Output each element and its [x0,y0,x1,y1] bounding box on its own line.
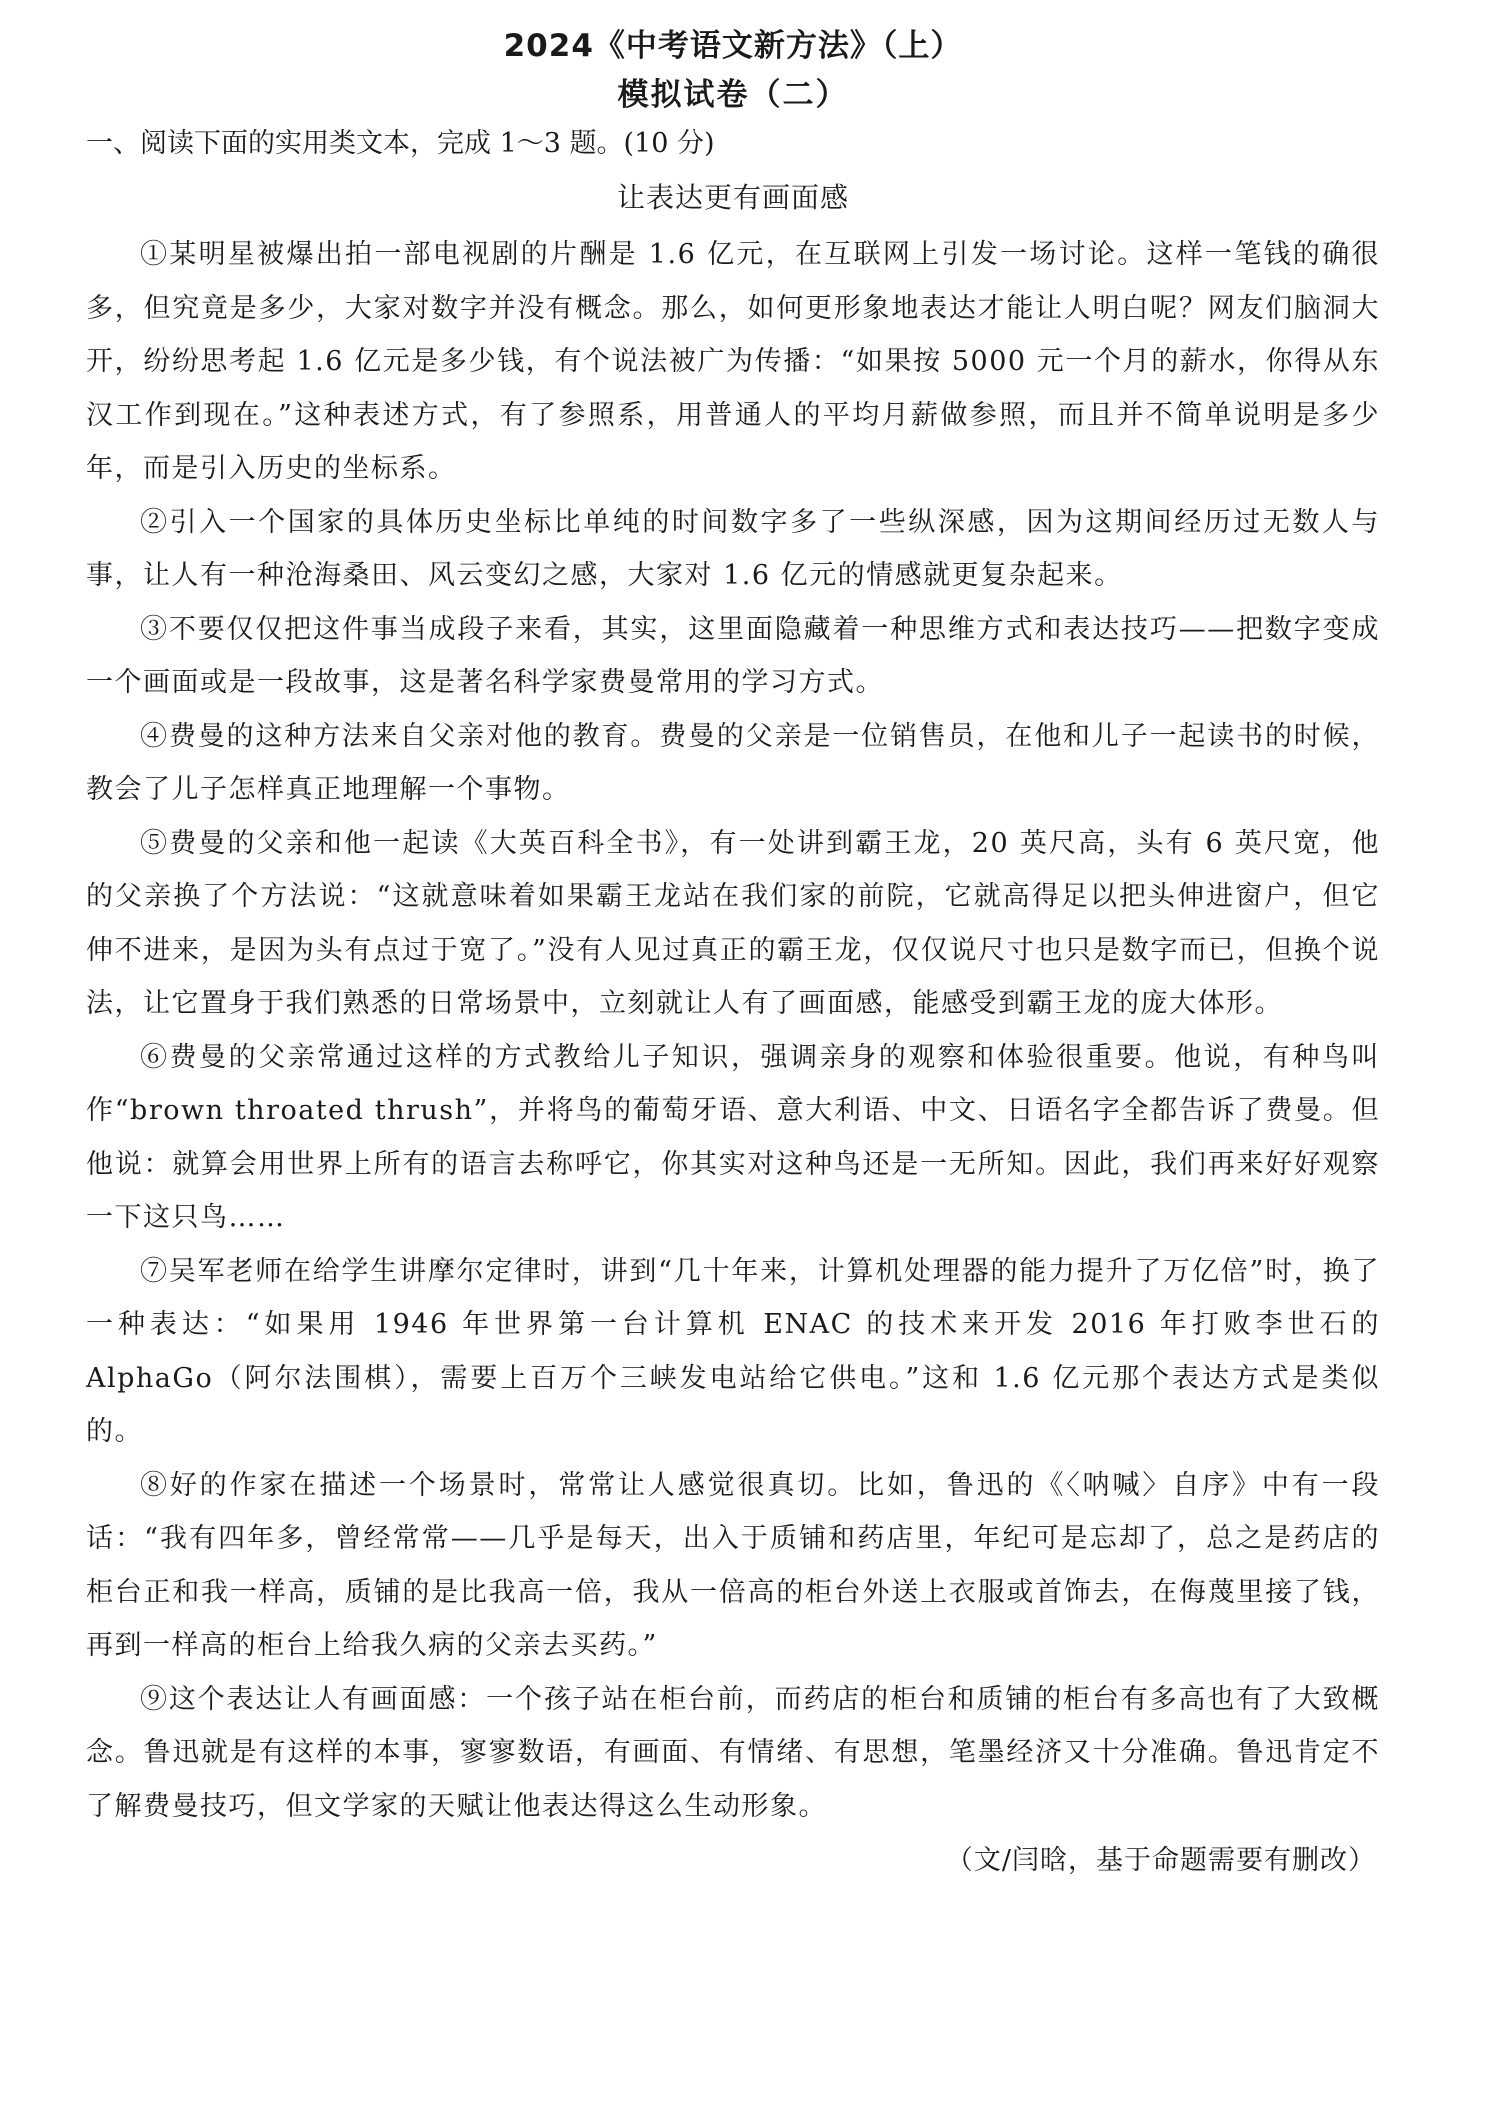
exam-title: 2024《中考语文新方法》（上） [503,28,963,64]
paragraph-4: ④费曼的这种方法来自父亲对他的教育。费曼的父亲是一位销售员，在他和儿子一起读书的时候，教会了儿子怎样真正地理解一个事物。 [86,720,1380,805]
paragraph-8: ⑧好的作家在描述一个场景时，常常让人感觉很真切。比如，鲁迅的《〈呐喊〉自序》中有一段话：“我有四年多，曾经常常——几乎是每天，出入于质铺和药店里，年纪可是忘却了，总之是药店的柜台正和我一样高，质铺的是比我高一倍，我从一倍高的柜台外送上衣服或首饰去，在侮蔑里接了钱，再到一样高的柜台上给我久病的父亲去买药。” [86,1469,1380,1661]
paragraph-2: ②引入一个国家的具体历史坐标比单纯的时间数字多了一些纵深感，因为这期间经历过无数人与事，让人有一种沧海桑田、风云变幻之感，大家对 1.6 亿元的情感就更复杂起来。 [86,506,1380,591]
paragraph-7: ⑦吴军老师在给学生讲摩尔定律时，讲到“几十年来，计算机处理器的能力提升了万亿倍”时，换了一种表达：“如果用 1946 年世界第一台计算机 ENAC 的技术来开发 2016 年打败李世石的 AlphaGo（阿尔法围棋），需要上百万个三峡发电站给它供电。”这和 1.6 亿元那个表达方式是类似的。 [86,1255,1380,1447]
paragraph-1: ①某明星被爆出拍一部电视剧的片酬是 1.6 亿元，在互联网上引发一场讨论。这样一笔钱的确很多，但究竟是多少，大家对数字并没有概念。那么，如何更形象地表达才能让人明白呢？网友们脑洞大开，纷纷思考起 1.6 亿元是多少钱，有个说法被广为传播：“如果按 5000 元一个月的薪水，你得从东汉工作到现在。”这种表述方式，有了参照系，用普通人的平均月薪做参照，而且并不简单说明是多少年，而是引入历史的坐标系。 [86,239,1380,484]
paragraph-5: ⑤费曼的父亲和他一起读《大英百科全书》，有一处讲到霸王龙，20 英尺高，头有 6 英尺宽，他的父亲换了个方法说：“这就意味着如果霸王龙站在我们家的前院，它就高得足以把头伸进窗户，但它伸不进来，是因为头有点过于宽了。”没有人见过真正的霸王龙，仅仅说尺寸也只是数字而已，但换个说法，让它置身于我们熟悉的日常场景中，立刻就让人有了画面感，能感受到霸王龙的庞大体形。 [86,827,1380,1019]
article-body [86,228,1380,1833]
exam-subtitle: 模拟试卷（二） [617,77,849,113]
paragraph-3: ③不要仅仅把这件事当成段子来看，其实，这里面隐藏着一种思维方式和表达技巧——把数字变成一个画面或是一段故事，这是著名科学家费曼常用的学习方式。 [86,613,1380,698]
article-title: 让表达更有画面感 [616,181,849,214]
section-heading: 一、阅读下面的实用类文本，完成 1～3 题。(10 分) [86,128,715,159]
paragraph-9: ⑨这个表达让人有画面感：一个孩子站在柜台前，而药店的柜台和质铺的柜台有多高也有了大致概念。鲁迅就是有这样的本事，寥寥数语，有画面、有情绪、有思想，笔墨经济又十分准确。鲁迅肯定不了解费曼技巧，但文学家的天赋让他表达得这么生动形象。 [86,1683,1380,1822]
paragraph-6: ⑥费曼的父亲常通过这样的方式教给儿子知识，强调亲身的观察和体验很重要。他说，有种鸟叫作“brown throated thrush”，并将鸟的葡萄牙语、意大利语、中文、日语名字全都告诉了费曼。但他说：就算会用世界上所有的语言去称呼它，你其实对这种鸟还是一无所知。因此，我们再来好好观察一下这只鸟…… [86,1041,1380,1233]
article-source: （文/闫晗，基于命题需要有删改） [945,1845,1376,1876]
